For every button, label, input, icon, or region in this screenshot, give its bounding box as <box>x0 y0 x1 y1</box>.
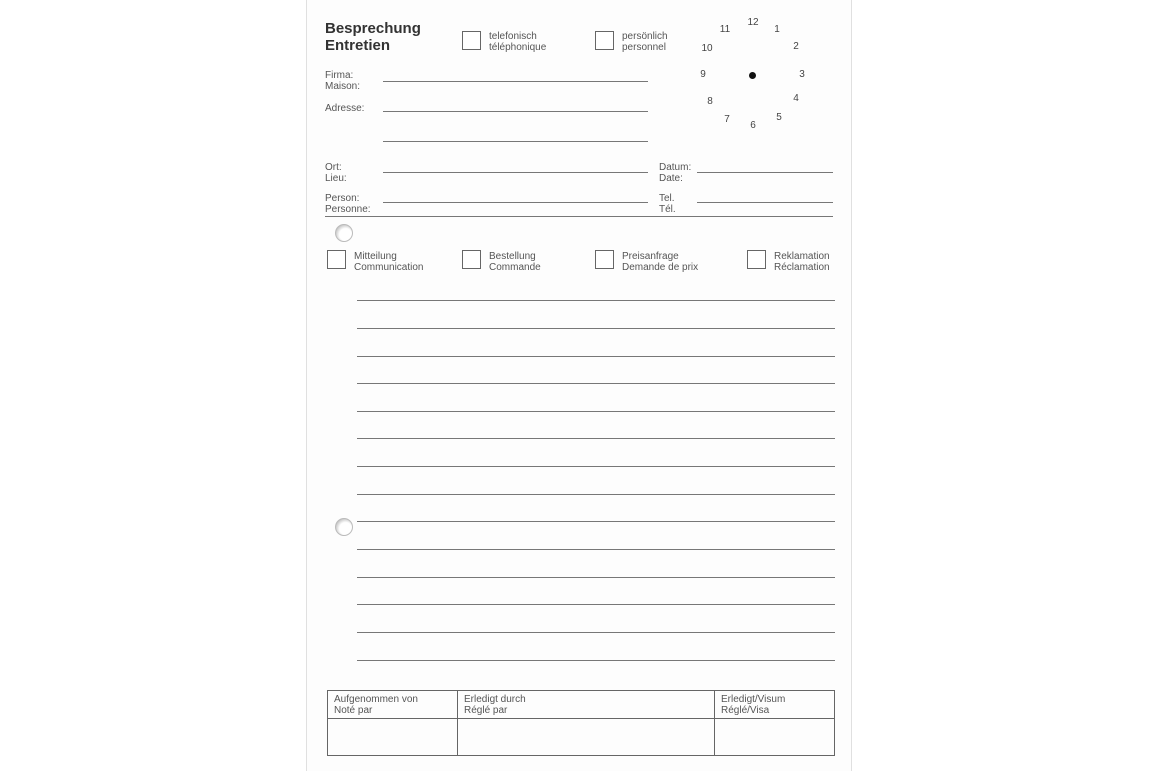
footer-noted-by-de: Aufgenommen von <box>334 694 418 705</box>
signature-table-divider <box>457 691 458 755</box>
label-telephone <box>489 31 546 53</box>
clock-number-1: 1 <box>774 24 780 35</box>
clock-number-7: 7 <box>724 114 730 125</box>
note-line[interactable] <box>357 438 835 439</box>
title-german: Besprechung <box>325 20 421 37</box>
company-field[interactable] <box>383 81 648 82</box>
label-price-inquiry-de: Preisanfrage <box>622 251 679 262</box>
form-page <box>306 0 852 771</box>
note-line[interactable] <box>357 549 835 550</box>
label-date-fr: Date: <box>659 173 683 184</box>
label-order-fr: Commande <box>489 262 541 273</box>
label-complaint-de: Reklamation <box>774 251 830 262</box>
label-person <box>325 193 371 215</box>
clock-number-8: 8 <box>707 96 713 107</box>
label-telephone-fr: téléphonique <box>489 42 547 53</box>
footer-noted-by-fr: Noté par <box>334 705 373 716</box>
note-line[interactable] <box>357 660 835 661</box>
clock-number-11: 11 <box>719 24 731 35</box>
noted-by-field[interactable] <box>329 720 456 754</box>
footer-visa-de: Erledigt/Visum <box>721 694 786 705</box>
label-person-fr: Personne: <box>325 204 371 215</box>
note-line[interactable] <box>357 300 835 301</box>
label-complaint-fr: Réclamation <box>774 262 830 273</box>
note-line[interactable] <box>357 383 835 384</box>
label-price-inquiry-fr: Demande de prix <box>622 262 699 273</box>
form-title <box>325 20 421 54</box>
note-line[interactable] <box>357 577 835 578</box>
place-field[interactable] <box>383 172 648 173</box>
signature-table-header-divider <box>328 718 834 719</box>
footer-handled-by-de: Erledigt durch <box>464 694 526 705</box>
footer-visa-fr: Réglé/Visa <box>721 705 770 716</box>
checkbox-in-person[interactable] <box>595 31 614 50</box>
address-field-2[interactable] <box>383 141 648 142</box>
note-line[interactable] <box>357 494 835 495</box>
signature-table <box>327 690 835 756</box>
label-tel-de: Tel. <box>659 193 675 204</box>
handled-by-field[interactable] <box>459 720 713 754</box>
clock-number-3: 3 <box>799 69 805 80</box>
checkbox-order[interactable] <box>462 250 481 269</box>
label-order-de: Bestellung <box>489 251 536 262</box>
label-order <box>489 251 541 273</box>
person-field[interactable] <box>383 202 648 203</box>
checkbox-communication[interactable] <box>327 250 346 269</box>
note-line[interactable] <box>357 411 835 412</box>
signature-table-divider <box>714 691 715 755</box>
label-communication <box>354 251 423 273</box>
clock-number-12: 12 <box>747 17 759 28</box>
label-place-fr: Lieu: <box>325 173 347 184</box>
label-communication-fr: Communication <box>354 262 424 273</box>
clock-number-2: 2 <box>793 41 799 52</box>
clock-number-9: 9 <box>700 69 706 80</box>
note-line[interactable] <box>357 466 835 467</box>
label-place-de: Ort: <box>325 162 342 173</box>
label-company-de: Firma: <box>325 70 354 81</box>
clock-number-10: 10 <box>701 43 713 54</box>
label-price-inquiry <box>622 251 698 273</box>
label-in-person-de: persönlich <box>622 31 668 42</box>
label-company <box>325 70 360 92</box>
tel-field[interactable] <box>697 202 833 203</box>
label-tel-fr: Tél. <box>659 204 676 215</box>
label-date <box>659 162 691 184</box>
label-communication-de: Mitteilung <box>354 251 397 262</box>
footer-handled-by-fr: Réglé par <box>464 705 508 716</box>
label-complaint <box>774 251 830 273</box>
label-telephone-de: telefonisch <box>489 31 537 42</box>
note-line[interactable] <box>357 356 835 357</box>
note-line[interactable] <box>357 328 835 329</box>
label-address: Adresse: <box>325 103 365 114</box>
section-divider <box>325 216 833 217</box>
label-person-de: Person: <box>325 193 360 204</box>
clock-face[interactable] <box>687 10 807 135</box>
date-field[interactable] <box>697 172 833 173</box>
label-place <box>325 162 347 184</box>
note-line[interactable] <box>357 521 835 522</box>
clock-number-5: 5 <box>776 112 782 123</box>
note-line[interactable] <box>357 632 835 633</box>
visa-field[interactable] <box>716 720 834 754</box>
label-tel <box>659 193 676 215</box>
footer-visa <box>721 694 785 716</box>
label-company-fr: Maison: <box>325 81 361 92</box>
clock-center-dot <box>749 72 756 79</box>
label-in-person-fr: personnel <box>622 42 666 53</box>
checkbox-telephone[interactable] <box>462 31 481 50</box>
title-french: Entretien <box>325 37 391 54</box>
footer-handled-by <box>464 694 526 716</box>
checkbox-complaint[interactable] <box>747 250 766 269</box>
address-field-1[interactable] <box>383 111 648 112</box>
clock-number-4: 4 <box>793 93 799 104</box>
punch-hole-top <box>335 224 353 242</box>
label-date-de: Datum: <box>659 162 692 173</box>
checkbox-price-inquiry[interactable] <box>595 250 614 269</box>
punch-hole-bottom <box>335 518 353 536</box>
note-line[interactable] <box>357 604 835 605</box>
footer-noted-by <box>334 694 418 716</box>
clock-number-6: 6 <box>750 120 756 131</box>
label-in-person <box>622 31 668 53</box>
